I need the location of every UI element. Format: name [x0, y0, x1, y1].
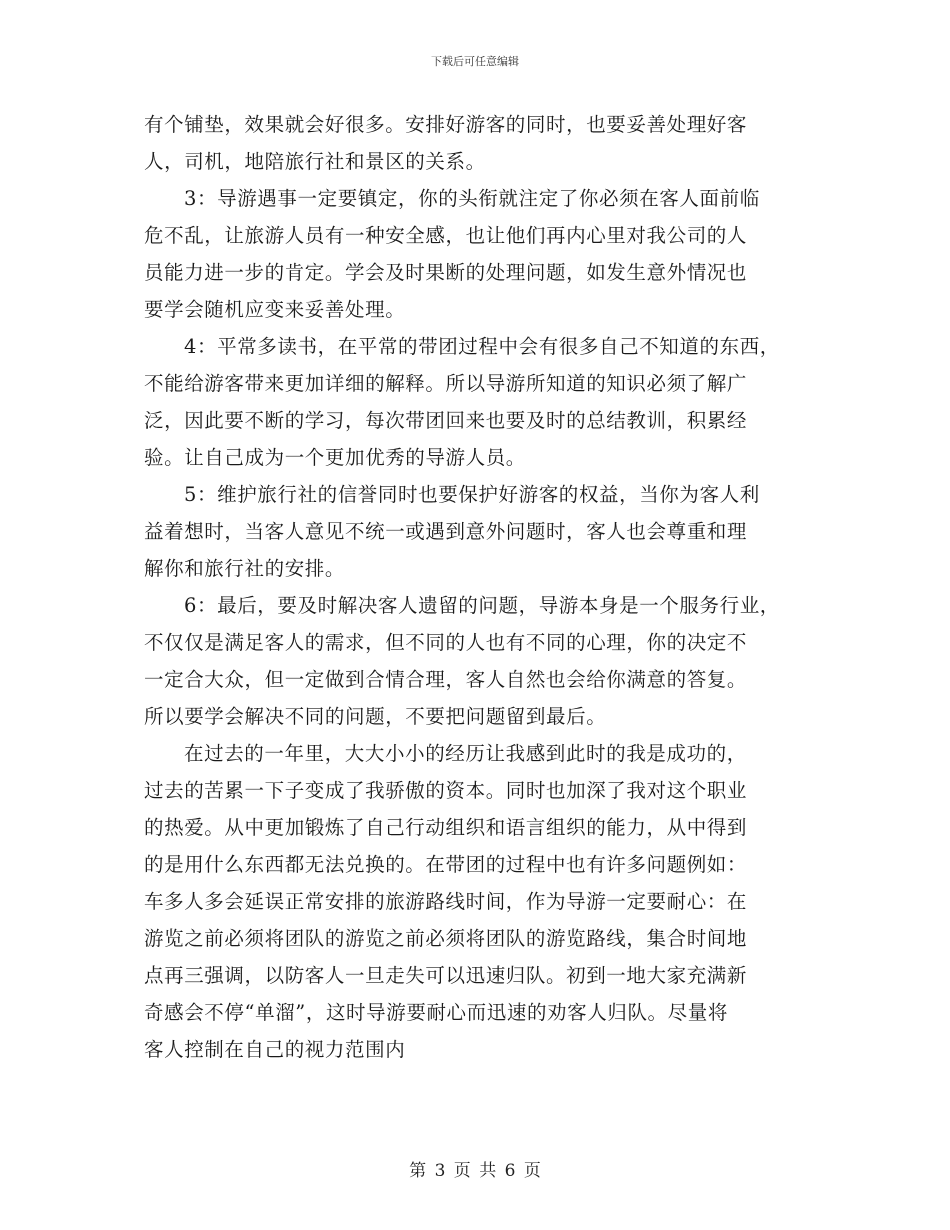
text-line: 一定合大众，但一定做到合情合理，客人自然也会给你满意的答复。: [144, 668, 748, 691]
text-line: 有个铺垫，效果就会好很多。安排好游客的同时，也要妥善处理好客: [144, 113, 748, 136]
text-line: 游览之前必须将团队的游览之前必须将团队的游览路线，集合时间地: [144, 927, 748, 950]
text-line: 在过去的一年里，大大小小的经历让我感到此时的我是成功的，: [184, 742, 747, 765]
text-line: 的热爱。从中更加锻炼了自己行动组织和语言组织的能力，从中得到: [144, 816, 748, 839]
text-line: 4：平常多读书，在平常的带团过程中会有很多自己不知道的东西，: [184, 335, 780, 358]
text-line: 危不乱，让旅游人员有一种安全感，也让他们再内心里对我公司的人: [144, 224, 748, 247]
text-line: 客人控制在自己的视力范围内: [144, 1038, 406, 1061]
text-line: 奇感会不停“单溜”，这时导游要耐心而迅速的劝客人归队。尽量将: [144, 1001, 728, 1024]
text-line: 所以要学会解决不同的问题，不要把问题留到最后。: [144, 705, 607, 728]
text-line: 3：导游遇事一定要镇定，你的头衔就注定了你必须在客人面前临: [184, 187, 760, 210]
text-line: 员能力进一步的肯定。学会及时果断的处理问题，如发生意外情况也: [144, 261, 748, 284]
text-line: 要学会随机应变来妥善处理。: [144, 298, 406, 321]
text-line: 益着想时，当客人意见不统一或遇到意外问题时，客人也会尊重和理: [144, 520, 748, 543]
text-line: 验。让自己成为一个更加优秀的导游人员。: [144, 446, 526, 469]
text-line: 解你和旅行社的安排。: [144, 557, 346, 580]
text-line: 泛，因此要不断的学习，每次带团回来也要及时的总结教训，积累经: [144, 409, 748, 432]
page-header: 下载后可任意编辑: [431, 55, 519, 68]
text-line: 不仅仅是满足客人的需求，但不同的人也有不同的心理，你的决定不: [144, 631, 748, 654]
text-line: 过去的苦累一下子变成了我骄傲的资本。同时也加深了我对这个职业: [144, 779, 748, 802]
text-line: 人，司机，地陪旅行社和景区的关系。: [144, 150, 486, 173]
text-line: 点再三强调，以防客人一旦走失可以迅速归队。初到一地大家充满新: [144, 964, 748, 987]
text-line: 5：维护旅行社的信誉同时也要保护好游客的权益，当你为客人利: [184, 483, 760, 506]
text-line: 的是用什么东西都无法兑换的。在带团的过程中也有许多问题例如：: [144, 853, 748, 876]
text-line: 6：最后，要及时解决客人遗留的问题，导游本身是一个服务行业，: [184, 594, 780, 617]
text-line: 车多人多会延误正常安排的旅游路线时间，作为导游一定要耐心：在: [144, 890, 748, 913]
page-number: 第 3 页 共 6 页: [409, 1161, 541, 1181]
text-line: 不能给游客带来更加详细的解释。所以导游所知道的知识必须了解广: [144, 372, 748, 395]
